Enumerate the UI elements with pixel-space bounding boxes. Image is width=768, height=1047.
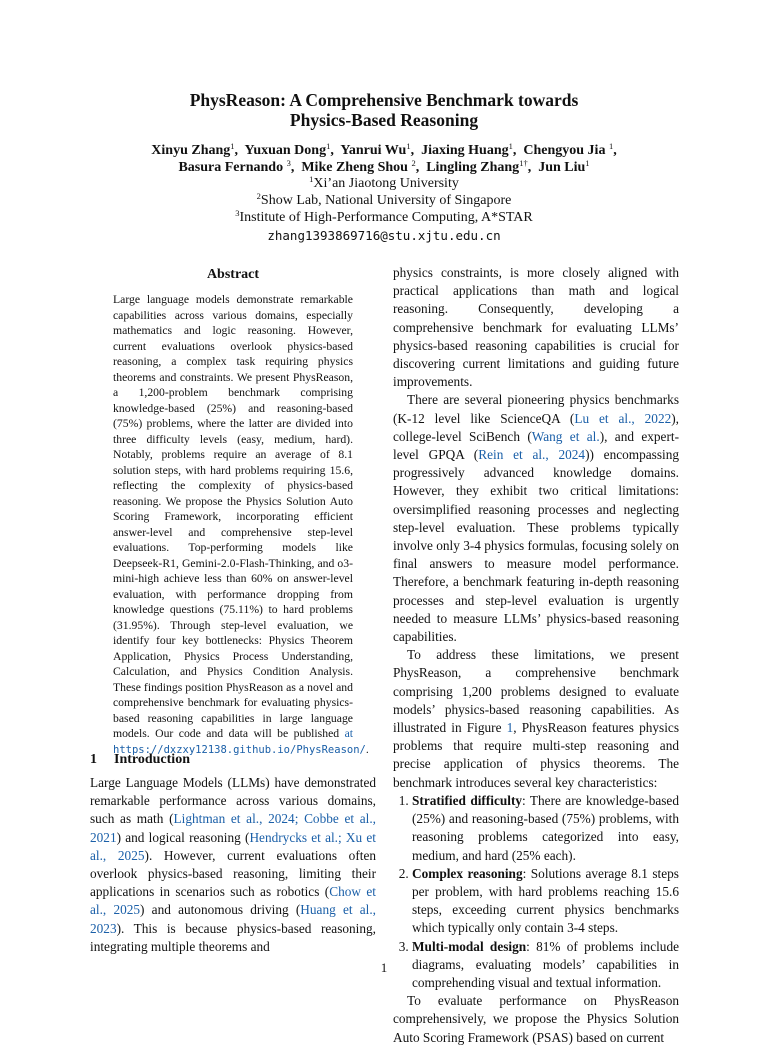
right-paragraph-2: There are several pioneering physics benchmarks (K-12 level like ScienceQA (Lu et al., 2022), college-level SciBench (Wang et al.), and expert-level GPQA (Rein et al., 2024)) encompassing progressively advanced knowledge domains. However, they exhibit two critical limitations: oversimplified reasoning processes and neglecting step-level evaluation. These problems typically involve only 3-4 physics formulas, focusing solely on final answers to measure model performance. Therefore, a benchmark featuring in-depth reasoning processes and step-level evaluation is urgently needed to measure LLMs’ physics-based reasoning capabilities. bbox=[393, 392, 680, 645]
citation-link[interactable]: Wang et al. bbox=[531, 428, 600, 444]
page-number: 1 bbox=[380, 960, 388, 975]
affiliation-1: $^1$Xi’an Jiaotong University bbox=[309, 174, 459, 191]
author: Jiaxing Huang bbox=[421, 143, 509, 158]
right-paragraph-1: physics constraints, is more closely aligned with practical applications than math and logical reasoning. Consequently, developing a comprehensive benchmark for evaluating LLMs’ physics-based reasoning capabilities is crucial for discovering current limitations and guiding future improvements. bbox=[393, 265, 679, 390]
introduction-paragraph-1: Large Language Models (LLMs) have demonstrated remarkable performance across various domains, such as math (Lightman et al., 2024; Cobbe et al., 2021) and logical reasoning (Hendrycks et al.; Xu et al., 2025). However, current evaluations often overlook physics-based reasoning, limiting their applications in scenarios such as robotics (Chow et al., 2025) and autonomous driving (Huang et al., 2023). This is because physics-based reasoning, integrating multiple theorems and bbox=[90, 775, 376, 954]
abstract-url-prefix: at bbox=[344, 727, 353, 740]
author: Yuxuan Dong bbox=[244, 143, 327, 158]
right-column bbox=[393, 264, 679, 1047]
affiliation-3: $^3$Institute of High-Performance Computing, A*STAR bbox=[235, 208, 533, 225]
author: Mike Zheng Shou bbox=[301, 160, 408, 175]
section-heading-introduction bbox=[90, 751, 190, 769]
author: Basura Fernando bbox=[178, 160, 284, 175]
right-paragraph-4: To evaluate performance on PhysReason comprehensively, we propose the Physics Solution Auto Scoring Framework (PSAS) based on current bbox=[393, 993, 679, 1045]
abstract-body: Large language models demonstrate remarkable capabilities across various domains, especially mathematics and logic reasoning. However, current evaluations overlook physics-based reasoning, a complex task requiring physics theorems and constraints. We present PhysReason, a 1,200-problem benchmark comprising knowledge-based (25%) and reasoning-based (75%) problems, where the latter are divided into three difficulty levels (easy, medium, hard). Notably, problems require an average of 8.1 solution steps, with hard problems requiring 15.6, reflecting the complexity of physics-based reasoning. We propose the Physics Solution Auto Scoring Framework, incorporating efficient answer-level and comprehensive step-level evaluations. Top-performing models like Deepseek-R1, Gemini-2.0-Flash-Thinking, and o3-mini-high achieve less than 60% on answer-level evaluation, with performance dropping from knowledge questions (75.11%) to hard problems (31.95%). Through step-level evaluation, we identify four key bottlenecks: Physics Theorem Application, Physics Process Understanding, Calculation, and Physics Condition Analysis. These findings position PhysReason as a novel and comprehensive benchmark for evaluating physics-based reasoning capabilities in large language models. Our code and data will be published at https://dxzxy12138.github.io/PhysReason/. bbox=[113, 293, 369, 756]
section-title: Introduction bbox=[114, 752, 190, 767]
authors-line-2: Basura Fernando $^3$, Mike Zheng Shou $^2$, Lingling Zhang$^{1\dagger}$, Jun Liu$^1$ bbox=[178, 158, 590, 175]
author: Yanrui Wu bbox=[340, 143, 407, 158]
figure-reference-link[interactable]: 1 bbox=[506, 720, 514, 736]
author: Xinyu Zhang bbox=[151, 143, 231, 158]
citation-link[interactable]: Hendrycks et al.; Xu et al., 2025 bbox=[90, 829, 376, 863]
authors-line-1: Xinyu Zhang$^1$, Yuxuan Dong$^1$, Yanrui Wu$^1$, Jiaxing Huang$^1$, Chengyou Jia $^1$, bbox=[151, 141, 617, 158]
list-item: 1. Stratified difficulty: There are knowledge-based (25%) and reasoning-based (75%) problems, with reasoning problems categorized into easy, medium, and hard (25% each). bbox=[412, 792, 679, 865]
paper-title-line-1: PhysReason: A Comprehensive Benchmark towards bbox=[189, 90, 579, 110]
affiliation-2: $^2$Show Lab, National University of Singapore bbox=[256, 191, 512, 208]
code-url-link[interactable]: https://dxzxy12138.github.io/PhysReason/ bbox=[113, 743, 366, 756]
author: Chengyou Jia bbox=[523, 143, 606, 158]
author: Jun Liu bbox=[538, 160, 586, 175]
abstract-heading: Abstract bbox=[206, 267, 260, 282]
citation-link[interactable]: Lightman et al., 2024; Cobbe et al., 2021 bbox=[90, 811, 376, 845]
author-email[interactable]: zhang1393869716@stu.xjtu.edu.cn bbox=[267, 228, 501, 243]
list-item: 3. Multi-modal design: 81% of problems include diagrams, evaluating models’ capabilities in comprehending visual and textual information. bbox=[412, 938, 679, 993]
section-number: 1 bbox=[90, 752, 97, 767]
citation-link[interactable]: Rein et al., 2024 bbox=[478, 447, 586, 463]
paper-title-line-2: Physics-Based Reasoning bbox=[289, 110, 479, 130]
citation-link[interactable]: Huang et al., 2023 bbox=[90, 902, 376, 936]
citation-link[interactable]: Chow et al., 2025 bbox=[90, 884, 376, 918]
citation-link[interactable]: Lu et al., 2022 bbox=[574, 410, 672, 426]
right-paragraph-3: To address these limitations, we present PhysReason, a comprehensive benchmark comprising 1,200 problems designed to evaluate models’ physics-based reasoning capabilities. As illustrated in Figure 1, PhysReason features physics problems that require multi-step reasoning and precise application of physics theorems. The benchmark introduces several key characteristics: bbox=[393, 647, 679, 790]
list-item: 2. Complex reasoning: Solutions average 8.1 steps per problem, with hard problems reaching 15.6 steps, exceeding current physics benchmarks which typically only contain 3-4 steps. bbox=[412, 865, 679, 938]
author: Lingling Zhang bbox=[426, 160, 520, 175]
